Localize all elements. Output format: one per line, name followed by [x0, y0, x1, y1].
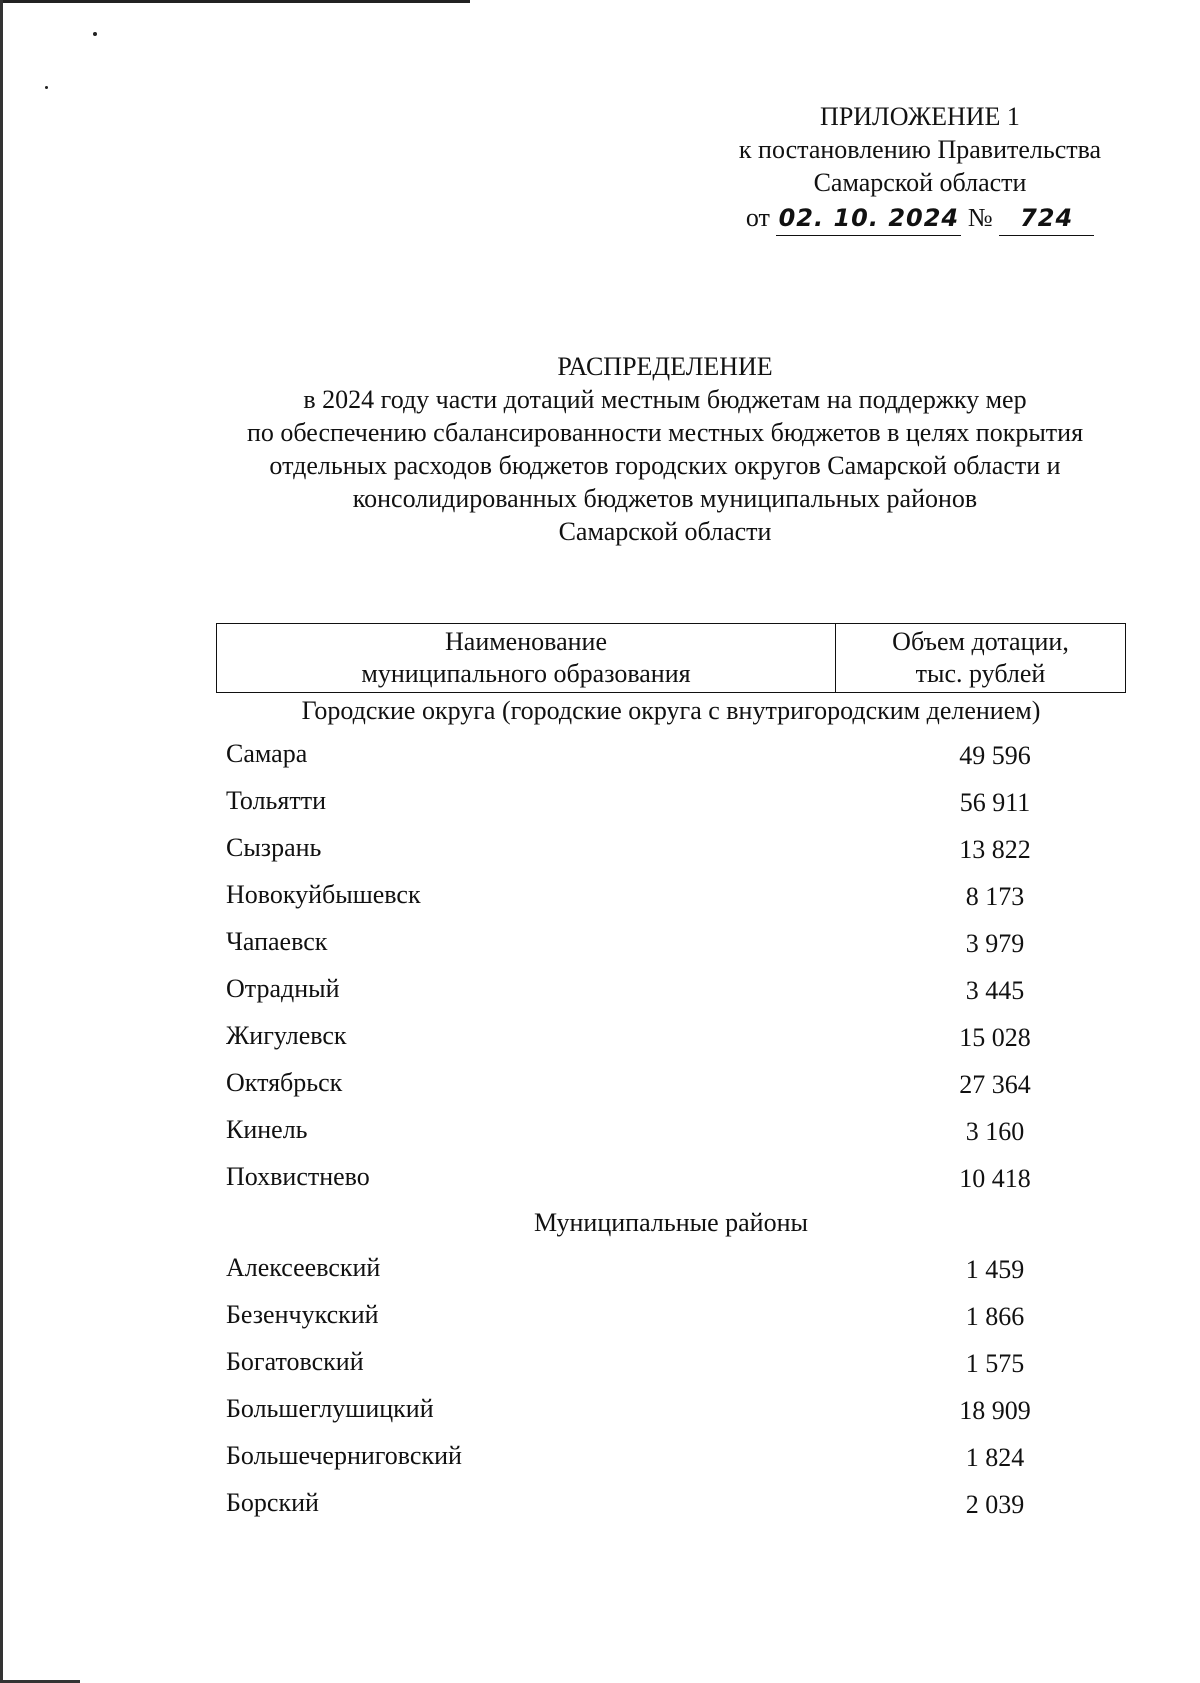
column-header-name-line: Наименование [445, 627, 607, 656]
row-value: 8 173 [965, 882, 1025, 911]
document-subtitle-line: отдельных расходов бюджетов городских округов Самарской области и [269, 451, 1061, 480]
scan-edge-top [0, 0, 470, 3]
table-row [226, 1157, 1126, 1197]
appendix-title: ПРИЛОЖЕНИЕ 1 [820, 102, 1020, 131]
table-row [226, 781, 1126, 821]
row-name: Жигулевск [226, 1021, 347, 1050]
row-value: 10 418 [959, 1164, 1031, 1193]
row-name: Чапаевск [226, 927, 328, 956]
table-row [226, 1248, 1126, 1288]
document-subtitle-line: по обеспечению сбалансированности местных бюджетов в целях покрытия [246, 418, 1084, 447]
row-value: 18 909 [959, 1396, 1031, 1425]
scan-edge-left [0, 0, 3, 1683]
table-row [226, 1063, 1126, 1103]
document-heading: РАСПРЕДЕЛЕНИЕ [557, 352, 773, 381]
row-name: Большечерниговский [226, 1441, 462, 1470]
document-subtitle-line: Самарской области [558, 517, 772, 546]
table-row [226, 1483, 1126, 1523]
section-title-municipal-districts: Муниципальные районы [534, 1208, 808, 1237]
appendix-region: Самарской области [813, 168, 1027, 197]
row-name: Алексеевский [226, 1253, 381, 1282]
column-header-value [836, 624, 1125, 692]
handwritten-date: 02. 10. 2024 [776, 202, 961, 236]
row-value: 13 822 [959, 835, 1031, 864]
row-name: Новокуйбышевск [226, 880, 421, 909]
table-row [226, 1342, 1126, 1382]
table-row [226, 875, 1126, 915]
row-value: 49 596 [959, 741, 1031, 770]
scan-speck [45, 86, 48, 89]
row-name: Кинель [226, 1115, 308, 1144]
document-subtitle-line: консолидированных бюджетов муниципальных районов [352, 484, 978, 513]
row-name: Сызрань [226, 833, 322, 862]
table-row [226, 1436, 1126, 1476]
row-value: 3 445 [965, 976, 1025, 1005]
table-header [216, 623, 1126, 693]
row-name: Тольятти [226, 786, 327, 815]
row-value: 1 824 [965, 1443, 1025, 1472]
row-value: 1 866 [965, 1302, 1025, 1331]
row-name: Большеглушицкий [226, 1394, 434, 1423]
handwritten-number: 724 [999, 202, 1094, 236]
scan-speck [93, 32, 97, 36]
row-name: Октябрьск [226, 1068, 343, 1097]
row-value: 56 911 [959, 788, 1031, 817]
row-name: Безенчукский [226, 1300, 379, 1329]
document-subtitle-line: в 2024 году части дотаций местным бюджетам на поддержку мер [303, 385, 1027, 414]
row-name: Отрадный [226, 974, 340, 1003]
row-name: Богатовский [226, 1347, 364, 1376]
column-header-name [217, 624, 836, 692]
table-row [226, 1016, 1126, 1056]
row-value: 1 459 [965, 1255, 1025, 1284]
appendix-block [680, 100, 1160, 236]
appendix-date-line [680, 201, 1160, 236]
column-header-name-line: муниципального образования [361, 659, 691, 688]
table-row [226, 969, 1126, 1009]
row-name: Самара [226, 739, 308, 768]
table-row [226, 828, 1126, 868]
row-value: 15 028 [959, 1023, 1031, 1052]
number-sign: № [967, 203, 993, 232]
row-value: 3 979 [965, 929, 1025, 958]
row-value: 2 039 [965, 1490, 1025, 1519]
row-name: Похвистнево [226, 1162, 370, 1191]
table-row [226, 922, 1126, 962]
section-title-city-districts: Городские округа (городские округа с внутригородским делением) [301, 696, 1041, 725]
column-header-value-line: Объем дотации, [892, 627, 1069, 656]
table-row [226, 734, 1126, 774]
appendix-reference: к постановлению Правительства [738, 135, 1102, 164]
document-title-block [200, 350, 1130, 548]
row-name: Борский [226, 1488, 319, 1517]
table-row [226, 1110, 1126, 1150]
table-row [226, 1389, 1126, 1429]
row-value: 3 160 [965, 1117, 1025, 1146]
table-row [226, 1295, 1126, 1335]
date-prefix: от [745, 203, 770, 232]
row-value: 27 364 [959, 1070, 1031, 1099]
row-value: 1 575 [965, 1349, 1025, 1378]
column-header-value-line: тыс. рублей [915, 659, 1046, 688]
